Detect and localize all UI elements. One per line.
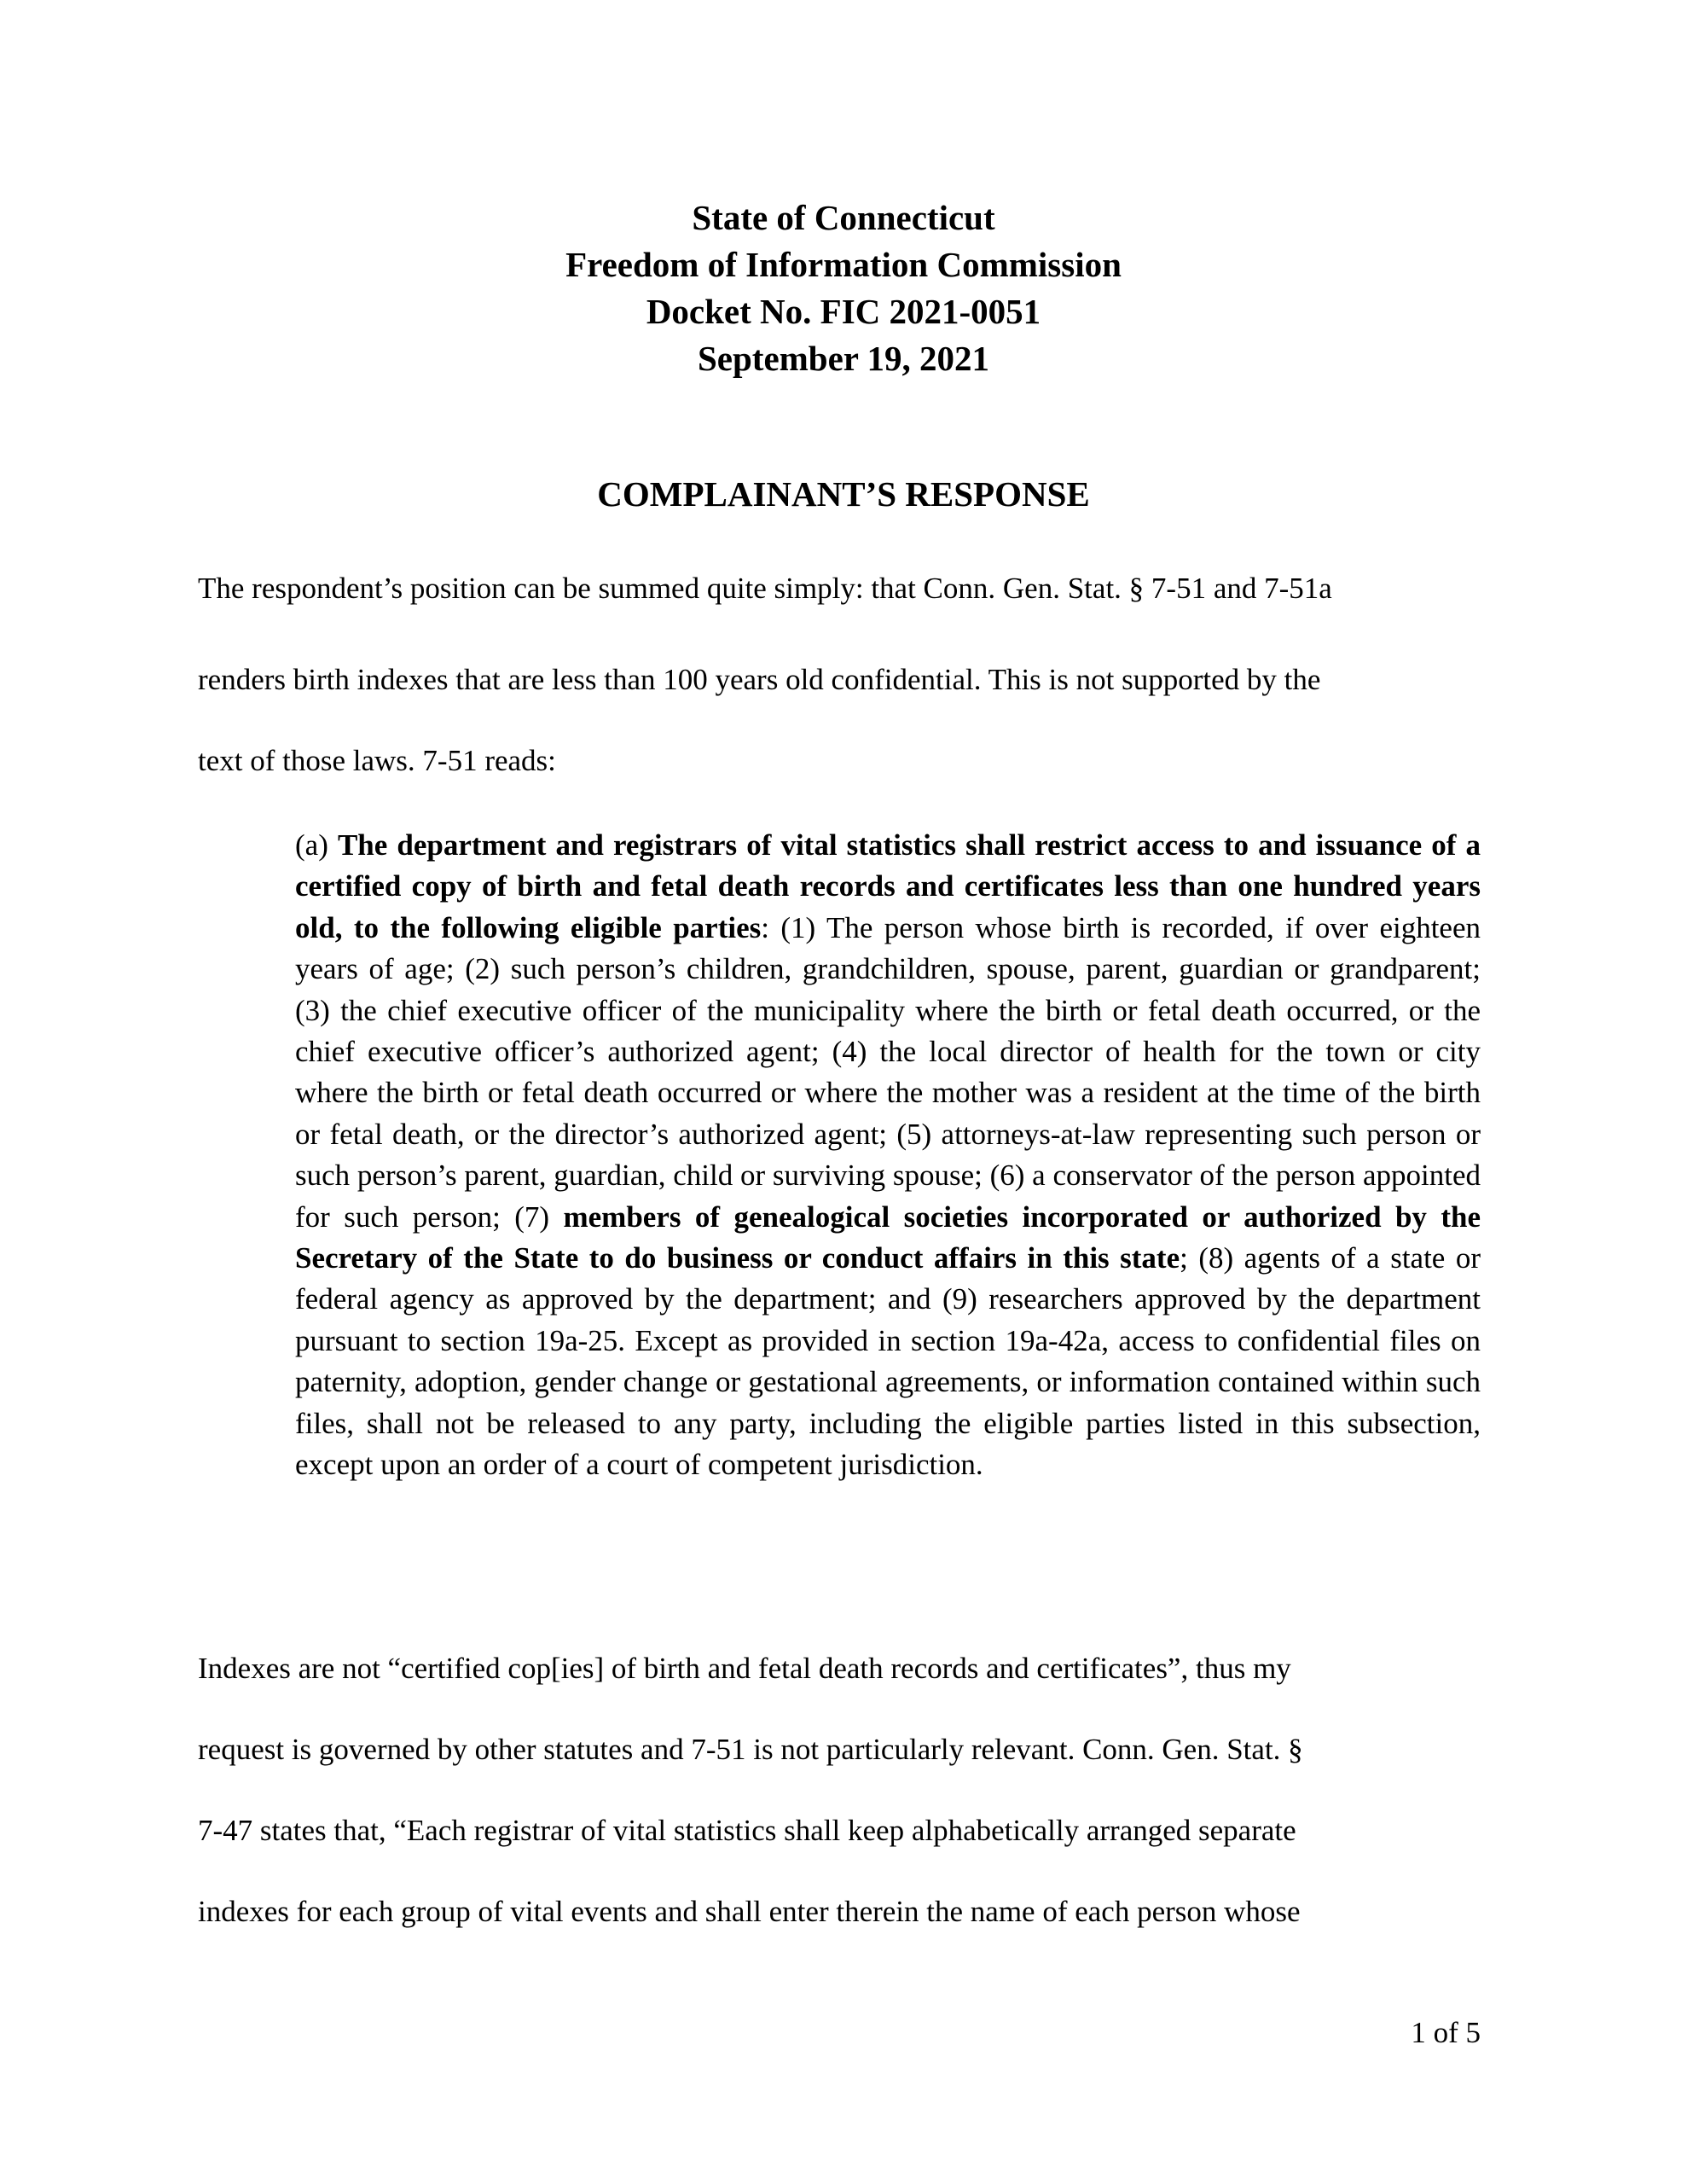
document-title: COMPLAINANT’S RESPONSE [597,474,1090,514]
header-docket: Docket No. FIC 2021-0051 [646,292,1041,331]
quote-bold-genealogical: members of genealogical societies incorporated or authorized by the Secretary of the State to do business or conduct affairs in this state [295,1199,1481,1275]
quote-lead: (a) [295,828,338,862]
statute-quote [295,825,1481,1486]
paragraph-line: Indexes are not “certified cop[ies] of birth and fetal death records and certificates”, thus my [198,1652,1291,1685]
paragraph-line: The respondent’s position can be summed quite simply: that Conn. Gen. Stat. § 7-51 and 7-51a [198,572,1332,605]
header-commission: Freedom of Information Commission [565,245,1122,284]
quote-bold-restriction: The department and registrars of vital statistics shall restrict access to and issuance of a certified copy of birth and fetal death records and certificates less than one hundred years old, to the following eligible parties [295,828,1481,944]
header-state: State of Connecticut [692,198,995,237]
header-date: September 19, 2021 [697,339,989,378]
paragraph-line: renders birth indexes that are less than 100 years old confidential. This is not supported by the [198,663,1321,696]
paragraph-line: indexes for each group of vital events and shall enter therein the name of each person whose [198,1895,1301,1928]
quote-text-remainder: ; (8) agents of a state or federal agency as approved by the department; and (9) researchers approved by the department pursuant to section 19a-25. Except as provided in section 19a-42a, access to confidential files on paternity, adoption, gender change or gestational agreements, or information contained within such files, shall not be released to any party, including the eligible parties listed in this subsection, except upon an order of a court of competent jurisdiction. [295,1241,1481,1482]
paragraph-line: 7-47 states that, “Each registrar of vital statistics shall keep alphabetically arranged separate [198,1814,1296,1847]
page-number: 1 of 5 [1411,2016,1481,2049]
paragraph-line: request is governed by other statutes and 7-51 is not particularly relevant. Conn. Gen. Stat. § [198,1733,1303,1766]
paragraph-line: text of those laws. 7-51 reads: [198,744,556,777]
document-header [0,195,1687,382]
quote-text-parties: : (1) The person whose birth is recorded, if over eighteen years of age; (2) such person’s children, grandchildren, spouse, parent, guardian or grandparent; (3) the chief executive officer of the municipality where the birth or fetal death occurred, or the chief executive officer’s authorized agent; (4) the local director of health for the town or city where the birth or fetal death occurred or where the mother was a resident at the time of the birth or fetal death, or the director’s authorized agent; (5) attorneys-at-law representing such person or such person’s parent, guardian, child or surviving spouse; (6) a conservator of the person appointed for such person; (7) [295,910,1481,1234]
